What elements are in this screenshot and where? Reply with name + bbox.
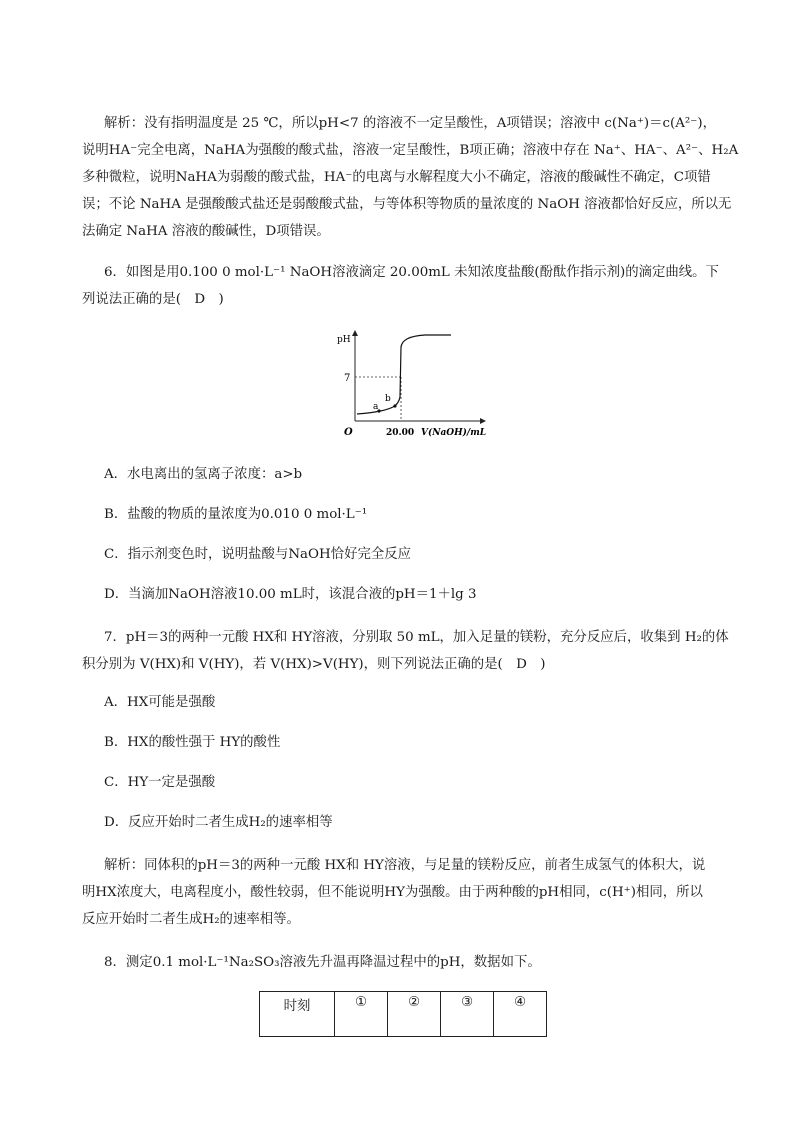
text-line: 8．测定0.1 mol·L⁻¹Na₂SO₃溶液先升温再降温过程中的pH，数据如下。	[104, 955, 541, 970]
text-line: 明HX浓度大，电离程度小，酸性较弱，但不能说明HY为强酸。由于两种酸的pH相同，c(H⁺)相同，所以	[82, 885, 703, 900]
q6-option-c: C．指示剂变色时，说明盐酸与NaOH恰好完全反应	[104, 547, 412, 562]
text-line: 解析：没有指明温度是 25 ℃，所以pH<7 的溶液不一定呈酸性，A项错误；溶液中 c(Na⁺)＝c(A²⁻)，	[104, 116, 716, 131]
point-a-label: a	[373, 402, 379, 412]
origin-label: O	[344, 427, 353, 438]
text-line: 7．pH＝3的两种一元酸 HX和 HY溶液，分别取 50 mL，加入足量的镁粉，充分反应后，收集到 H₂的体	[104, 630, 729, 645]
table-cell: ②	[388, 992, 441, 1037]
text-line: 积分别为 V(HX)和 V(HY)，若 V(HX)>V(HY)，则下列说法正确的是( D )	[82, 657, 546, 672]
q7-option-d: D．反应开始时二者生成H₂的速率相等	[104, 815, 333, 830]
text-line: 解析：同体积的pH＝3的两种一元酸 HX和 HY溶液，与足量的镁粉反应，前者生成氢气的体积大，说	[104, 858, 706, 873]
question-8	[82, 949, 722, 976]
text-line: 误；不论 NaHA 是强酸酸式盐还是弱酸酸式盐，与等体积等物质的量浓度的 NaOH 溶液都恰好反应，所以无	[82, 197, 732, 212]
y-tick-label: 7	[344, 373, 351, 384]
text-line: 6．如图是用0.100 0 mol·L⁻¹ NaOH溶液滴定 20.00mL 未知浓度盐酸(酚酞作指示剂)的滴定曲线。下	[104, 265, 719, 280]
ph-data-table	[259, 991, 547, 1037]
analysis-q7	[82, 852, 722, 933]
q7-option-c: C．HY一定是强酸	[104, 775, 216, 790]
point-b	[393, 404, 396, 407]
table-cell: ④	[494, 992, 547, 1037]
question-7	[82, 624, 729, 678]
y-axis-label: pH	[337, 335, 351, 345]
x-axis-label: V(NaOH)/mL	[421, 428, 487, 438]
text-line: 列说法正确的是( D )	[82, 292, 224, 307]
text-line: 法确定 NaHA 溶液的酸碱性，D项错误。	[82, 224, 330, 239]
titration-curve-figure	[333, 325, 493, 445]
text-line: 反应开始时二者生成H₂的速率相等。	[82, 912, 300, 927]
table-cell: ③	[441, 992, 494, 1037]
text-line: 多种微粒，说明NaHA为弱酸的酸式盐，HA⁻的电离与水解程度大小不确定，溶液的酸碱性不确定，C项错	[82, 170, 711, 185]
table-cell: ①	[335, 992, 388, 1037]
question-6	[82, 259, 722, 313]
q6-option-d: D．当滴加NaOH溶液10.00 mL时，该混合液的pH＝1＋lg 3	[104, 587, 477, 602]
analysis-q5	[82, 110, 739, 245]
table-row	[260, 992, 547, 1037]
x-tick-label: 20.00	[386, 428, 415, 438]
table-header-time: 时刻	[260, 992, 335, 1037]
point-b-label: b	[385, 394, 391, 404]
q7-option-b: B．HX的酸性强于 HY的酸性	[104, 735, 281, 750]
q7-option-a: A．HX可能是强酸	[104, 695, 216, 710]
q6-option-b: B．盐酸的物质的量浓度为0.010 0 mol·L⁻¹	[104, 507, 368, 522]
titration-curve	[357, 335, 451, 414]
text-line: 说明HA⁻完全电离，NaHA为强酸的酸式盐，溶液一定呈酸性，B项正确；溶液中存在 Na⁺、HA⁻、A²⁻、H₂A	[82, 143, 739, 158]
q6-option-a: A．水电离出的氢离子浓度：a>b	[104, 467, 303, 482]
